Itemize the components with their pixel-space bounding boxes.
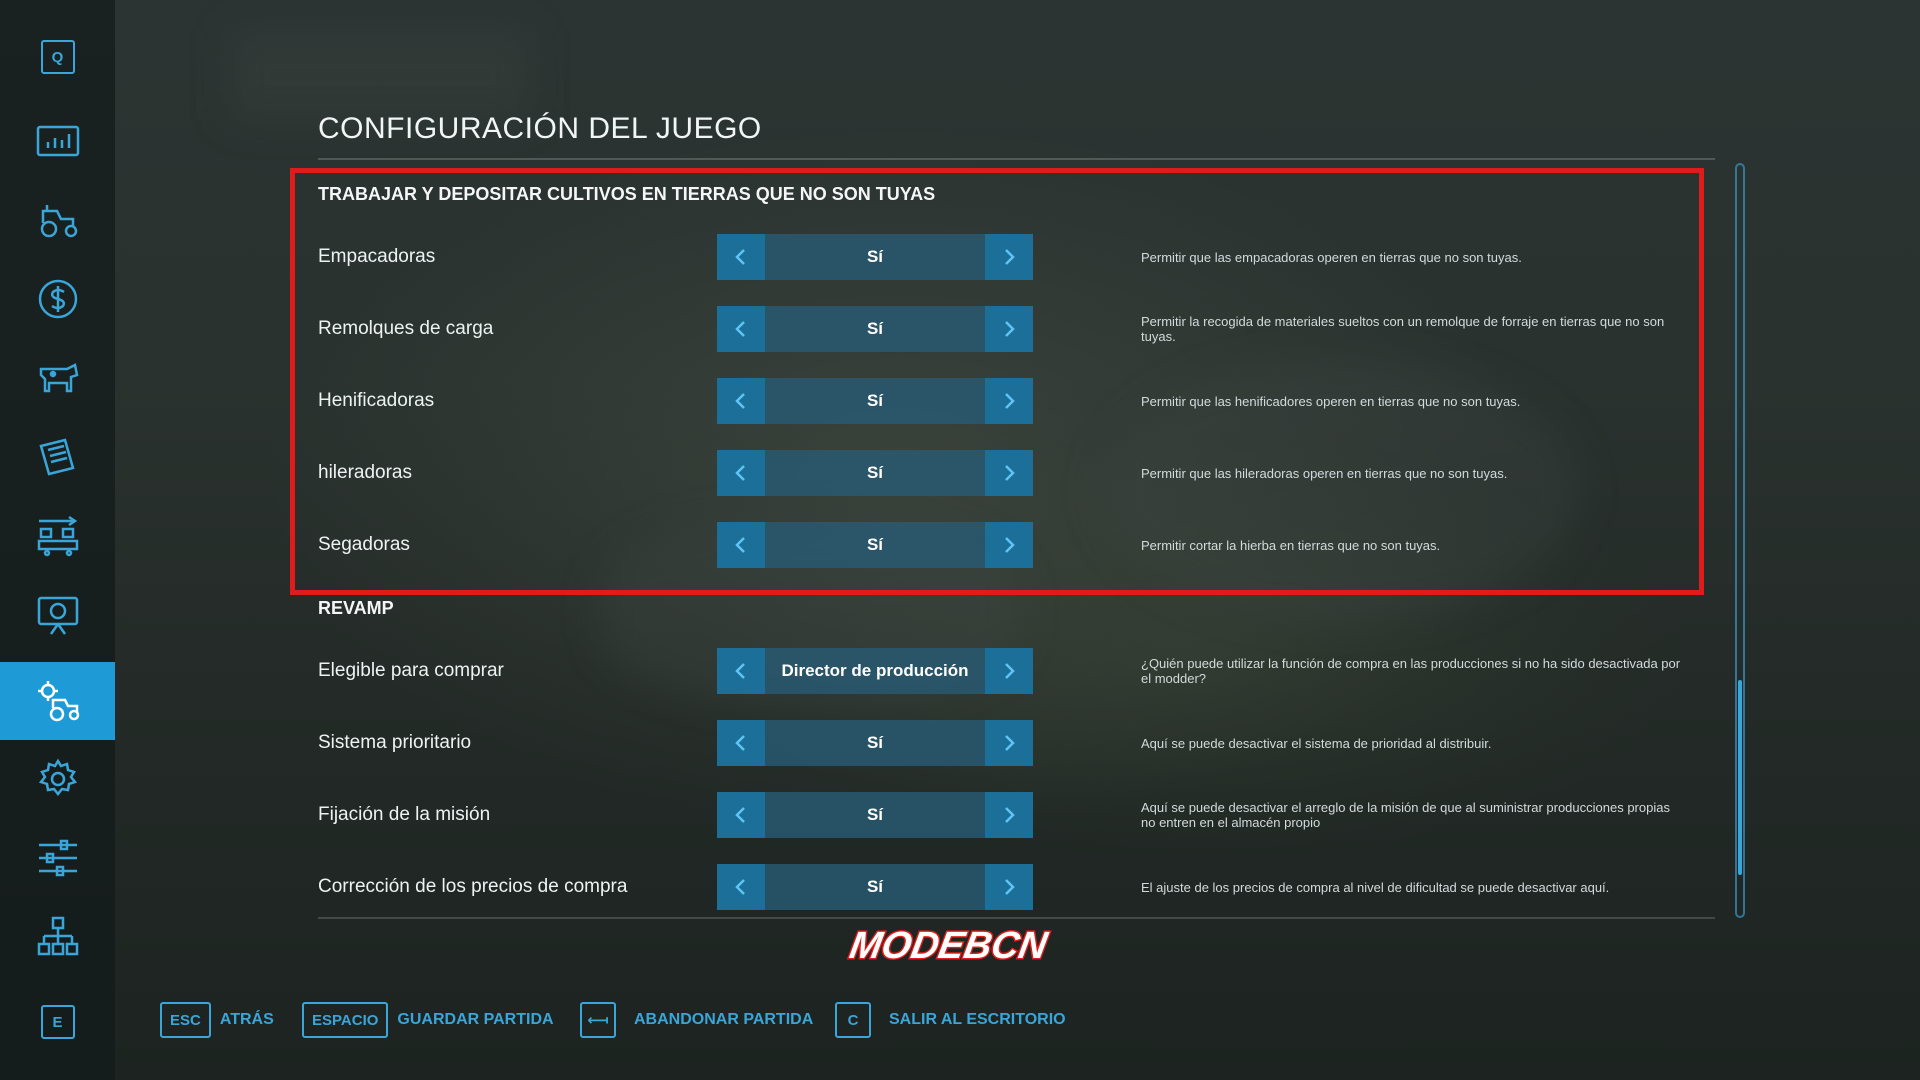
sidebar-item-game-settings[interactable]: [0, 662, 115, 740]
chevron-right-icon: [1000, 536, 1018, 554]
previous-option-button[interactable]: [717, 306, 765, 352]
setting-label: Remolques de carga: [318, 318, 494, 339]
sidebar-item-stats[interactable]: [0, 102, 115, 180]
option-value[interactable]: Sí: [765, 378, 985, 424]
setting-description: Permitir que las hileradoras operen en tierras que no son tuyas.: [1141, 465, 1508, 481]
setting-row-sistema-prioritario: [318, 718, 1698, 768]
chevron-left-icon: [732, 806, 750, 824]
setting-label: Henificadoras: [318, 390, 435, 411]
sidebar-item-production[interactable]: [0, 497, 115, 575]
next-option-button[interactable]: [985, 648, 1033, 694]
setting-label: Sistema prioritario: [318, 732, 472, 753]
setting-description: Permitir cortar la hierba en tierras que no son tuyas.: [1141, 537, 1441, 553]
option-value[interactable]: Sí: [765, 864, 985, 910]
setting-row-empacadoras: [318, 232, 1698, 282]
setting-label: Elegible para comprar: [318, 660, 504, 681]
next-option-button[interactable]: [985, 378, 1033, 424]
setting-label: Empacadoras: [318, 246, 436, 267]
tractor-icon: [35, 197, 81, 243]
setting-row-elegible-comprar: [318, 646, 1698, 696]
chevron-left-icon: [732, 464, 750, 482]
sidebar-item-general-settings[interactable]: [0, 740, 115, 818]
section-header-own-land: TRABAJAR Y DEPOSITAR CULTIVOS EN TIERRAS QUE NO SON TUYAS: [318, 184, 936, 204]
page-title: CONFIGURACIÓN DEL JUEGO: [318, 112, 762, 145]
gear-icon: [35, 756, 81, 802]
previous-option-button[interactable]: [717, 792, 765, 838]
previous-option-button[interactable]: [717, 864, 765, 910]
sidebar-key-q[interactable]: [0, 18, 115, 96]
chevron-left-icon: [732, 248, 750, 266]
setting-description: Permitir que las henificadores operen en tierras que no son tuyas.: [1141, 393, 1521, 409]
setting-row-hileradoras: [318, 448, 1698, 498]
sidebar-item-finances[interactable]: [0, 260, 115, 338]
option-selector: [717, 522, 1033, 568]
dollar-icon: [35, 276, 81, 322]
option-value[interactable]: Sí: [765, 306, 985, 352]
sidebar-item-vehicles[interactable]: [0, 181, 115, 259]
option-value[interactable]: Sí: [765, 234, 985, 280]
key-q-badge: Q: [41, 40, 75, 74]
save-game-label: GUARDAR PARTIDA: [397, 1011, 554, 1028]
modebcn-watermark-logo: [815, 920, 1075, 970]
network-icon: [35, 914, 81, 960]
chevron-right-icon: [1000, 806, 1018, 824]
chevron-right-icon: [1000, 464, 1018, 482]
previous-option-button[interactable]: [717, 648, 765, 694]
sliders-icon: [35, 835, 81, 881]
chevron-left-icon: [732, 392, 750, 410]
stats-icon: [35, 118, 81, 164]
setting-row-segadoras: [318, 520, 1698, 570]
exit-to-desktop-action[interactable]: [835, 1002, 1066, 1038]
next-option-button[interactable]: [985, 306, 1033, 352]
option-selector: [717, 792, 1033, 838]
option-selector: [717, 450, 1033, 496]
option-selector: [717, 378, 1033, 424]
option-value[interactable]: Sí: [765, 720, 985, 766]
back-label: ATRÁS: [219, 1011, 274, 1028]
sidebar-item-controls[interactable]: [0, 819, 115, 897]
title-divider: [318, 158, 1715, 160]
chevron-left-icon: [732, 878, 750, 896]
setting-description: El ajuste de los precios de compra al nivel de dificultad se puede desactivar aquí.: [1141, 879, 1610, 895]
cow-icon: [35, 355, 81, 401]
production-icon: [35, 513, 81, 559]
chevron-right-icon: [1000, 320, 1018, 338]
game-settings-icon: [35, 678, 81, 724]
previous-option-button[interactable]: [717, 522, 765, 568]
key-esc: ESC: [160, 1002, 211, 1038]
next-option-button[interactable]: [985, 522, 1033, 568]
sidebar: [0, 0, 115, 1080]
setting-row-correccion-precios: [318, 862, 1698, 912]
setting-row-henificadoras: [318, 376, 1698, 426]
previous-option-button[interactable]: [717, 234, 765, 280]
content-bottom-divider: [318, 917, 1715, 919]
chevron-right-icon: [1000, 248, 1018, 266]
next-option-button[interactable]: [985, 450, 1033, 496]
background-scene: [230, 30, 530, 120]
back-action[interactable]: [160, 1002, 274, 1038]
setting-label: hileradoras: [318, 462, 412, 483]
sidebar-item-help[interactable]: [0, 576, 115, 654]
scrollbar-thumb[interactable]: [1738, 680, 1742, 875]
setting-description: Aquí se puede desactivar el sistema de prioridad al distribuir.: [1141, 735, 1492, 751]
sidebar-item-contracts[interactable]: [0, 418, 115, 496]
setting-label: Segadoras: [318, 534, 410, 555]
chevron-right-icon: [1000, 392, 1018, 410]
contracts-icon: [35, 434, 81, 480]
option-selector: [717, 720, 1033, 766]
setting-row-remolques: [318, 304, 1698, 354]
next-option-button[interactable]: [985, 864, 1033, 910]
next-option-button[interactable]: [985, 234, 1033, 280]
setting-description: Aquí se puede desactivar el arreglo de la misión de que al suministrar producciones propias no entren en el almacén propio: [1141, 800, 1670, 830]
key-e-badge: E: [41, 1005, 75, 1039]
key-c: C: [835, 1002, 871, 1038]
chevron-left-icon: [732, 734, 750, 752]
previous-option-button[interactable]: [717, 450, 765, 496]
option-selector: [717, 306, 1033, 352]
setting-label: Fijación de la misión: [318, 804, 491, 825]
option-value[interactable]: Director de producción: [765, 648, 985, 694]
setting-label: Corrección de los precios de compra: [318, 876, 628, 897]
svg-text:MODEBCN: MODEBCN: [846, 924, 1051, 967]
chevron-right-icon: [1000, 734, 1018, 752]
setting-description: Permitir la recogida de materiales sueltos con un remolque de forraje en tierras que no son tuyas.: [1141, 314, 1665, 344]
option-value[interactable]: Sí: [765, 522, 985, 568]
save-game-action[interactable]: [302, 1002, 554, 1038]
setting-row-fijacion-mision: [318, 790, 1698, 840]
chevron-right-icon: [1000, 662, 1018, 680]
sidebar-item-multiplayer[interactable]: [0, 898, 115, 976]
setting-description: ¿Quién puede utilizar la función de compra en las producciones si no ha sido desactivada por el modder?: [1141, 656, 1681, 686]
key-backspace: ⟻: [580, 1002, 616, 1038]
option-selector: [717, 648, 1033, 694]
exit-to-desktop-label: SALIR AL ESCRITORIO: [889, 1011, 1066, 1028]
chevron-left-icon: [732, 662, 750, 680]
section-header-revamp: REVAMP: [318, 598, 394, 618]
option-value[interactable]: Sí: [765, 792, 985, 838]
chevron-right-icon: [1000, 878, 1018, 896]
sidebar-key-e[interactable]: [0, 983, 115, 1061]
previous-option-button[interactable]: [717, 720, 765, 766]
chevron-left-icon: [732, 536, 750, 554]
next-option-button[interactable]: [985, 792, 1033, 838]
key-space: ESPACIO: [302, 1002, 388, 1038]
option-selector: [717, 234, 1033, 280]
sidebar-item-animals[interactable]: [0, 339, 115, 417]
quit-game-label: ABANDONAR PARTIDA: [634, 1011, 814, 1028]
option-value[interactable]: Sí: [765, 450, 985, 496]
previous-option-button[interactable]: [717, 378, 765, 424]
help-display-icon: [35, 592, 81, 638]
quit-game-action[interactable]: [580, 1002, 813, 1038]
chevron-left-icon: [732, 320, 750, 338]
option-selector: [717, 864, 1033, 910]
next-option-button[interactable]: [985, 720, 1033, 766]
setting-description: Permitir que las empacadoras operen en tierras que no son tuyas.: [1141, 249, 1522, 265]
